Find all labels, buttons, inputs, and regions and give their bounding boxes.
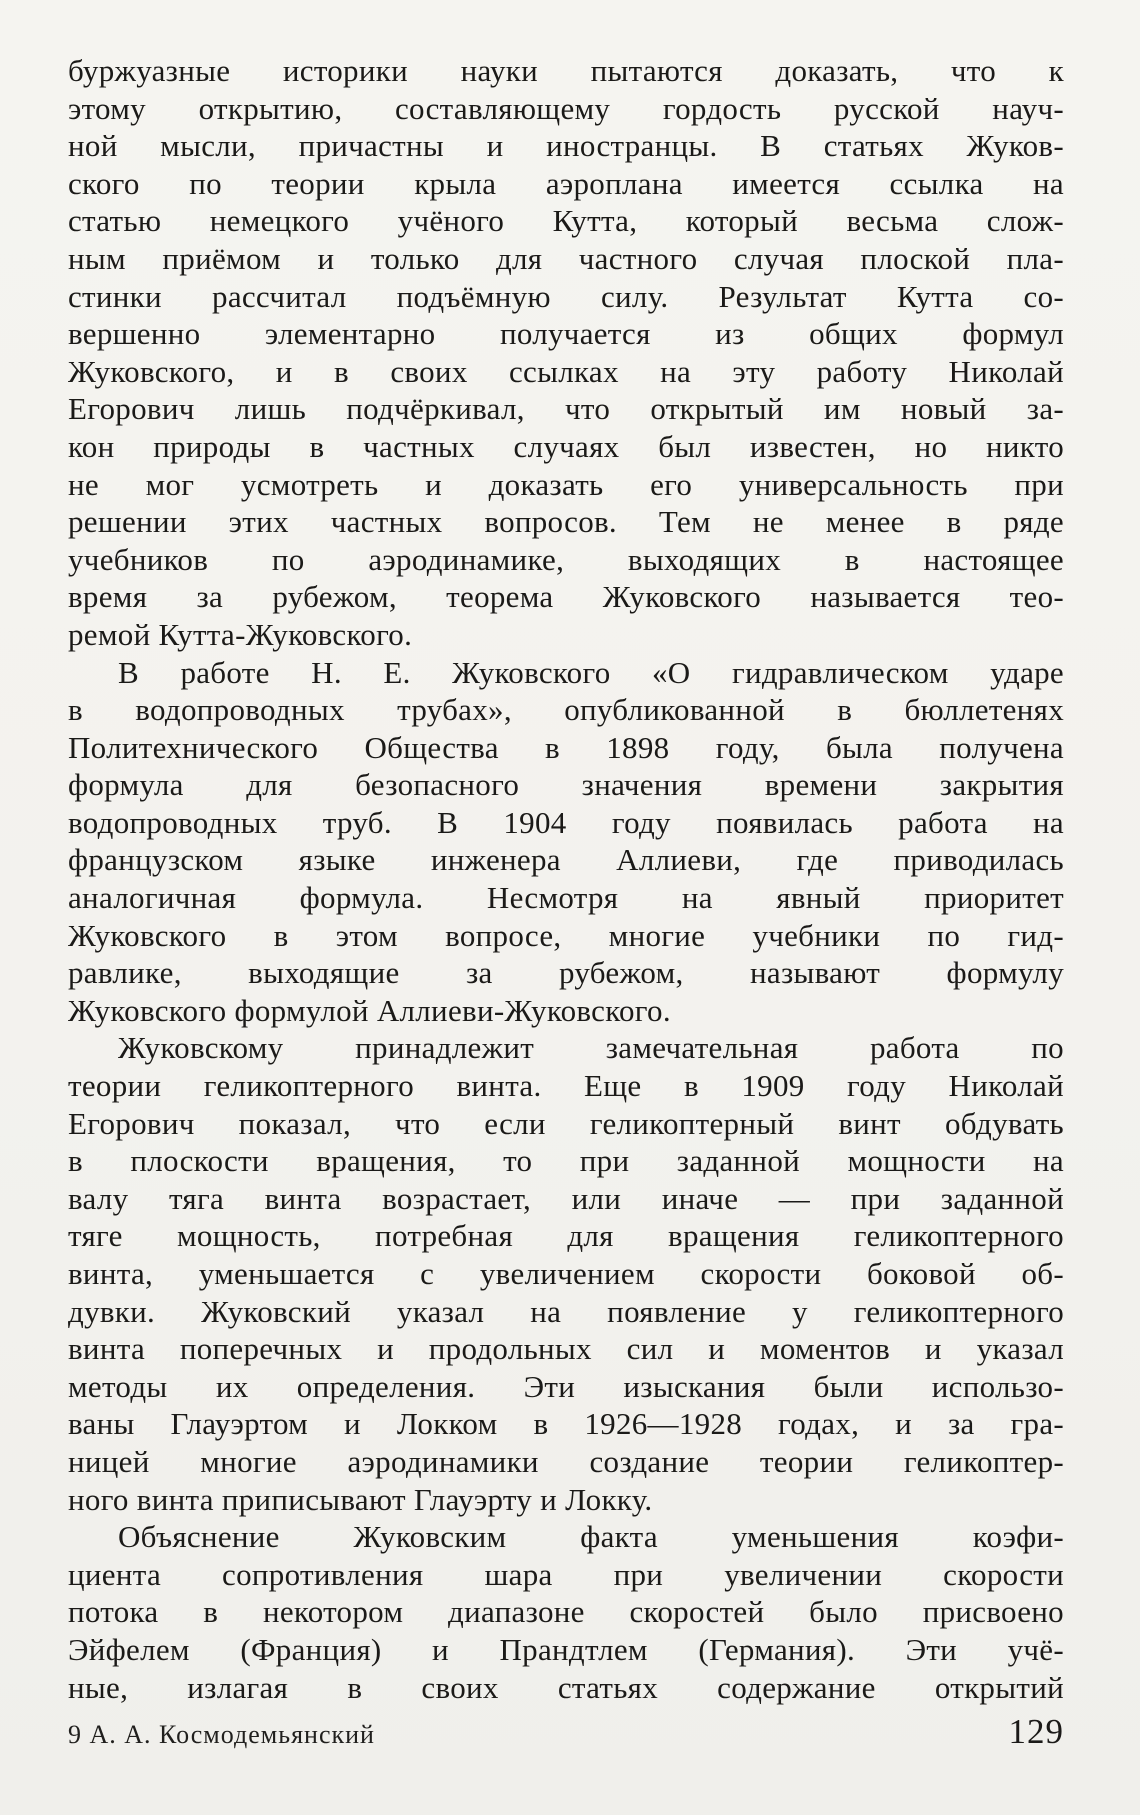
text-line: ремой Кутта-Жуковского. — [68, 616, 413, 652]
text-line: Объяснение Жуковским факта уменьшения коэфи- — [118, 1519, 1064, 1555]
text-line: учебников по аэродинамике, выходящих в настоящее — [68, 541, 1064, 577]
text-line: методы их определения. Эти изыскания были использо- — [68, 1368, 1064, 1404]
text-line: винта поперечных и продольных сил и моментов и указал — [68, 1331, 1064, 1367]
text-line: Жуковского в этом вопросе, многие учебники по гид- — [68, 917, 1064, 953]
running-footer-author: 9 А. А. Космодемьянский — [68, 1720, 375, 1749]
text-line: буржуазные историки науки пытаются доказать, что к — [68, 53, 1064, 88]
text-line: валу тяга винта возрастает, или иначе — при заданной — [68, 1180, 1064, 1216]
text-line: статью немецкого учёного Кутта, который весьма слож- — [68, 203, 1064, 239]
text-line: В работе Н. Е. Жуковского «О гидравлическом ударе — [118, 654, 1064, 690]
text-line: ницей многие аэродинамики создание теории геликоптер- — [68, 1443, 1064, 1479]
text-line: ной мысли, причастны и иностранцы. В статьях Жуков- — [68, 128, 1064, 164]
text-line: время за рубежом, теорема Жуковского называется тео- — [68, 579, 1064, 615]
text-line: ные, излагая в своих статьях содержание открытий — [68, 1669, 1064, 1705]
text-line: стинки рассчитал подъёмную силу. Результат Кутта со- — [68, 278, 1064, 314]
text-line: не мог усмотреть и доказать его универсальность при — [68, 466, 1064, 502]
text-line: Егорович показал, что если геликоптерный винт обдувать — [68, 1105, 1064, 1141]
text-line: Эйфелем (Франция) и Прандтлем (Германия). Эти учё- — [68, 1631, 1064, 1667]
page-number: 129 — [1008, 1712, 1064, 1751]
text-line: Политехнического Общества в 1898 году, была получена — [68, 729, 1064, 765]
text-line: Жуковского формулой Аллиеви-Жуковского. — [68, 992, 671, 1028]
text-line: ного винта приписывают Глауэрту и Локку. — [68, 1481, 653, 1517]
text-line: равлике, выходящие за рубежом, называют формулу — [68, 955, 1064, 991]
text-line: Жуковского, и в своих ссылках на эту работу Николай — [68, 353, 1064, 389]
text-line: ского по теории крыла аэроплана имеется ссылка на — [68, 165, 1064, 201]
text-line: ваны Глауэртом и Локком в 1926—1928 годах, и за гра- — [68, 1406, 1064, 1442]
text-line: винта, уменьшается с увеличением скорости боковой об- — [68, 1256, 1064, 1291]
text-line: французском языке инженера Аллиеви, где приводилась — [68, 842, 1064, 878]
text-line: Жуковскому принадлежит замечательная работа по — [118, 1030, 1064, 1066]
text-line: теории геликоптерного винта. Еще в 1909 году Николай — [68, 1068, 1064, 1104]
text-line: ным приёмом и только для частного случая плоской пла- — [68, 240, 1064, 276]
text-line: циента сопротивления шара при увеличении скорости — [68, 1556, 1064, 1592]
text-line: Егорович лишь подчёркивал, что открытый им новый за- — [68, 391, 1064, 427]
page-footer — [68, 1712, 1064, 1752]
text-line: водопроводных труб. В 1904 году появилась работа на — [68, 804, 1064, 840]
text-line: решении этих частных вопросов. Тем не менее в ряде — [68, 504, 1064, 540]
text-line: потока в некотором диапазоне скоростей было присвоено — [68, 1594, 1064, 1630]
text-line: в плоскости вращения, то при заданной мощности на — [68, 1143, 1064, 1179]
text-line: тяге мощность, потребная для вращения геликоптерного — [68, 1218, 1064, 1254]
text-line: в водопроводных трубах», опубликованной в бюллетенях — [68, 692, 1064, 728]
text-line: этому открытию, составляющему гордость русской науч- — [68, 90, 1064, 126]
text-line: аналогичная формула. Несмотря на явный приоритет — [68, 880, 1064, 916]
text-line: вершенно элементарно получается из общих формул — [68, 316, 1064, 352]
text-line: формула для безопасного значения времени закрытия — [68, 767, 1064, 803]
page-text-block — [68, 52, 1064, 1706]
text-line: кон природы в частных случаях был известен, но никто — [68, 428, 1064, 464]
text-line: дувки. Жуковский указал на появление у геликоптерного — [68, 1293, 1064, 1329]
